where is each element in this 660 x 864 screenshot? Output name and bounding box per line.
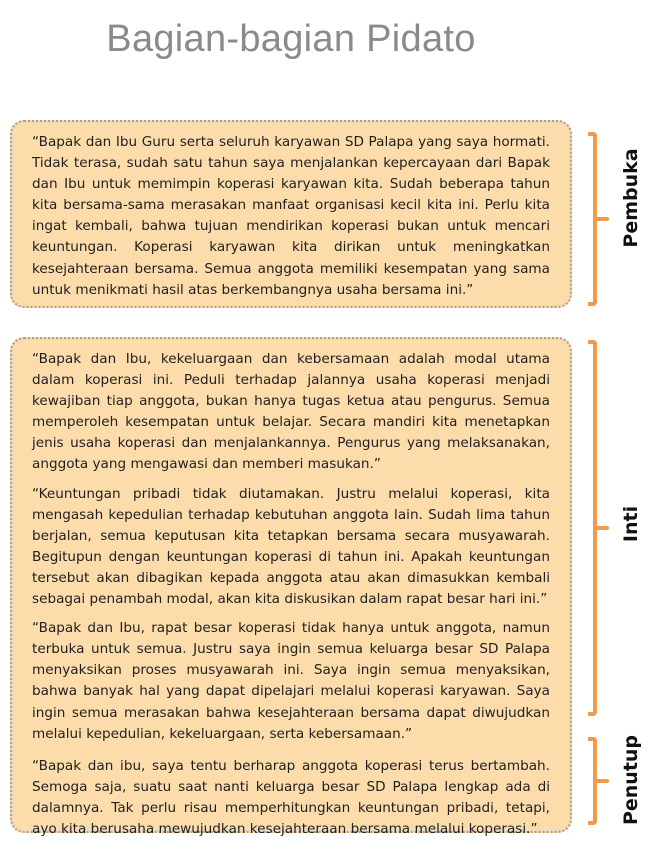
bracket-tick — [593, 779, 609, 783]
pembuka-bracket — [588, 132, 597, 306]
inti-label: Inti — [620, 505, 642, 543]
inti-paragraph-2: “Keuntungan pribadi tidak diutamakan. Justru melalui koperasi, kita mengasah kepedulian terhadap kebutuhan anggota lain. Sudah lima tahun berjalan, semua keputusan kita tetapkan bersama secara musyawarah. Begitupun dengan keuntungan koperasi di tahun ini. Apakah keuntungan tersebut akan dibagikan kepada anggota atau akan dimasukkan kembali sebagai penambah modal, akan kita diskusikan dalam rapat besar hari ini.” — [32, 485, 550, 608]
pembuka-paragraph: “Bapak dan Ibu Guru serta seluruh karyawan SD Palapa yang saya hormati. Tidak terasa, sudah satu tahun saya menjalankan kepercayaan dari Bapak dan Ibu untuk memimpin koperasi karyawan kita. Sudah beberapa tahun kita bersama-sama merasakan manfaat organisasi kecil kita ini. Perlu kita ingat kembali, bahwa tujuan mendirikan koperasi bukan untuk mencari keuntungan. Koperasi karyawan kita dirikan untuk meningkatkan kesejahteraan bersama. Semua anggota memiliki kesempatan yang sama untuk menikmati hasil atas berkembangnya usaha bersama ini.” — [32, 134, 550, 298]
pembuka-label: Pembuka — [620, 148, 642, 248]
bracket-tick — [593, 217, 609, 221]
penutup-bracket — [588, 737, 597, 825]
inti-paragraph-1: “Bapak dan Ibu, kekeluargaan dan kebersamaan adalah modal utama dalam koperasi ini. Peduli terhadap jalannya usaha koperasi menjadi kewajiban tiap anggota, bukan hanya tugas ketua atau pengurus. Semua memperoleh kesempatan untuk belajar. Secara mandiri kita menetapkan jenis usaha koperasi dan menjalankannya. Pengurus yang melaksanakan, anggota yang mengawasi dan memberi masukan.” — [32, 351, 550, 473]
inti-penutup-text-box — [10, 337, 572, 837]
pembuka-text-box — [10, 120, 572, 308]
penutup-paragraph: “Bapak dan ibu, saya tentu berharap anggota koperasi terus bertambah. Semoga saja, suatu saat nanti keluarga besar SD Palapa lengkap ada di dalamnya. Tak perlu risau memperhitungkan keuntungan pribadi, tetapi, ayo kita berusaha mewujudkan kesejahteraan bersama melalui koperasi.” — [32, 757, 550, 837]
bracket-tick — [593, 526, 609, 530]
inti-bracket — [588, 340, 597, 716]
inti-paragraph-3: “Bapak dan Ibu, rapat besar koperasi tidak hanya untuk anggota, namun terbuka untuk semua. Justru saya ingin semua keluarga besar SD Palapa menyaksikan proses musyawarah ini. Saya ingin semua menyaksikan, bahwa banyak hal yang dapat dipelajari melalui koperasi karyawan. Saya ingin semua merasakan bahwa kesejahteraan bersama dapat diwujudkan melalui kepedulian, kekeluargaan, serta kebersamaan.” — [32, 620, 550, 742]
page-title: Bagian-bagian Pidato — [106, 18, 476, 60]
penutup-label: Penutup — [620, 734, 642, 826]
